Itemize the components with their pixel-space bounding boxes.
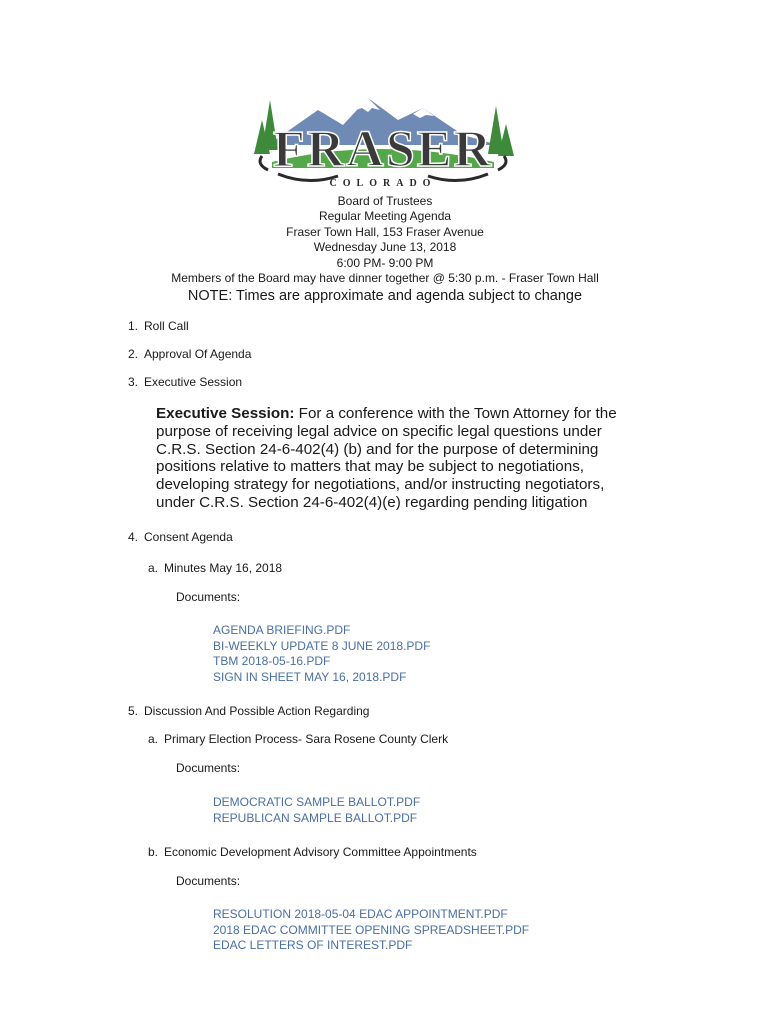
fraser-colorado-logo [248,90,518,190]
svg-text:COLORADO: COLORADO [329,178,437,189]
agenda-item-label: Discussion And Possible Action Regarding [144,704,370,718]
document-link[interactable]: REPUBLICAN SAMPLE BALLOT.PDF [213,810,418,825]
executive-session-body: For a conference with the Town Attorney for the purpose of receiving legal advice on specific legal questions under C.R.S. Section 24-6-402(4) (b) and for the purpose of determining positions relative to matters that may be subject to negotiations, developing strategy for negotiations, and/or instructing negotiators, under C.R.S. Section 24-6-402(4)(e) regarding pending litigation [156,405,617,511]
agenda-subitem-minutes: a. Minutes May 16, 2018 [147,561,283,575]
agenda-item-roll-call: 1. Roll Call [127,319,189,333]
documents-label: Documents: [176,761,241,775]
document-links [213,795,420,826]
documents-label: Documents: [176,590,241,604]
agenda-subitem-label: Primary Election Process- Sara Rosene County Clerk [164,732,449,746]
header-date: Wednesday June 13, 2018 [313,240,457,255]
svg-text:FRASER: FRASER [272,121,494,178]
agenda-item-label: Executive Session [144,375,243,389]
header-time: 6:00 PM- 9:00 PM [336,255,434,270]
agenda-subitem-edac: b. Economic Development Advisory Committee Appointments [147,845,477,859]
agenda-item-label: Consent Agenda [144,530,233,544]
document-link[interactable]: DEMOCRATIC SAMPLE BALLOT.PDF [213,795,421,809]
agenda-item-executive-session: 3. Executive Session [127,375,243,389]
document-link[interactable]: TBM 2018-05-16.PDF [213,654,331,668]
documents-label: Documents: [176,874,241,888]
agenda-subitem-label: Economic Development Advisory Committee Appointments [164,845,477,859]
document-links [213,623,430,685]
document-link[interactable]: SIGN IN SHEET MAY 16, 2018.PDF [213,669,407,684]
meeting-header [0,194,770,305]
header-dinner-note: Members of the Board may have dinner together @ 5:30 p.m. - Fraser Town Hall [171,271,599,286]
executive-session-description [156,405,646,512]
document-link[interactable]: AGENDA BRIEFING.PDF [213,623,351,637]
document-link[interactable]: RESOLUTION 2018-05-04 EDAC APPOINTMENT.PDF [213,907,508,921]
agenda-item-label: Roll Call [144,319,189,333]
document-link[interactable]: EDAC LETTERS OF INTEREST.PDF [213,938,413,952]
header-board: Board of Trustees [337,194,433,208]
agenda-item-consent: 4. Consent Agenda [127,530,233,544]
header-note: NOTE: Times are approximate and agenda subject to change [187,288,583,305]
document-link[interactable]: 2018 EDAC COMMITTEE OPENING SPREADSHEET.PDF [213,922,530,937]
header-location: Fraser Town Hall, 153 Fraser Avenue [286,224,484,239]
executive-session-title: Executive Session: [156,405,295,422]
agenda-item-approval: 2. Approval Of Agenda [127,347,252,361]
agenda-subitem-label: Minutes May 16, 2018 [164,561,283,575]
agenda-item-discussion: 5. Discussion And Possible Action Regarding [127,704,370,718]
document-link[interactable]: BI-WEEKLY UPDATE 8 JUNE 2018.PDF [213,638,431,653]
agenda-subitem-election: a. Primary Election Process- Sara Rosene County Clerk [147,732,449,746]
agenda-item-label: Approval Of Agenda [144,347,252,361]
document-links [213,907,529,954]
header-agenda-type: Regular Meeting Agenda [318,209,452,224]
